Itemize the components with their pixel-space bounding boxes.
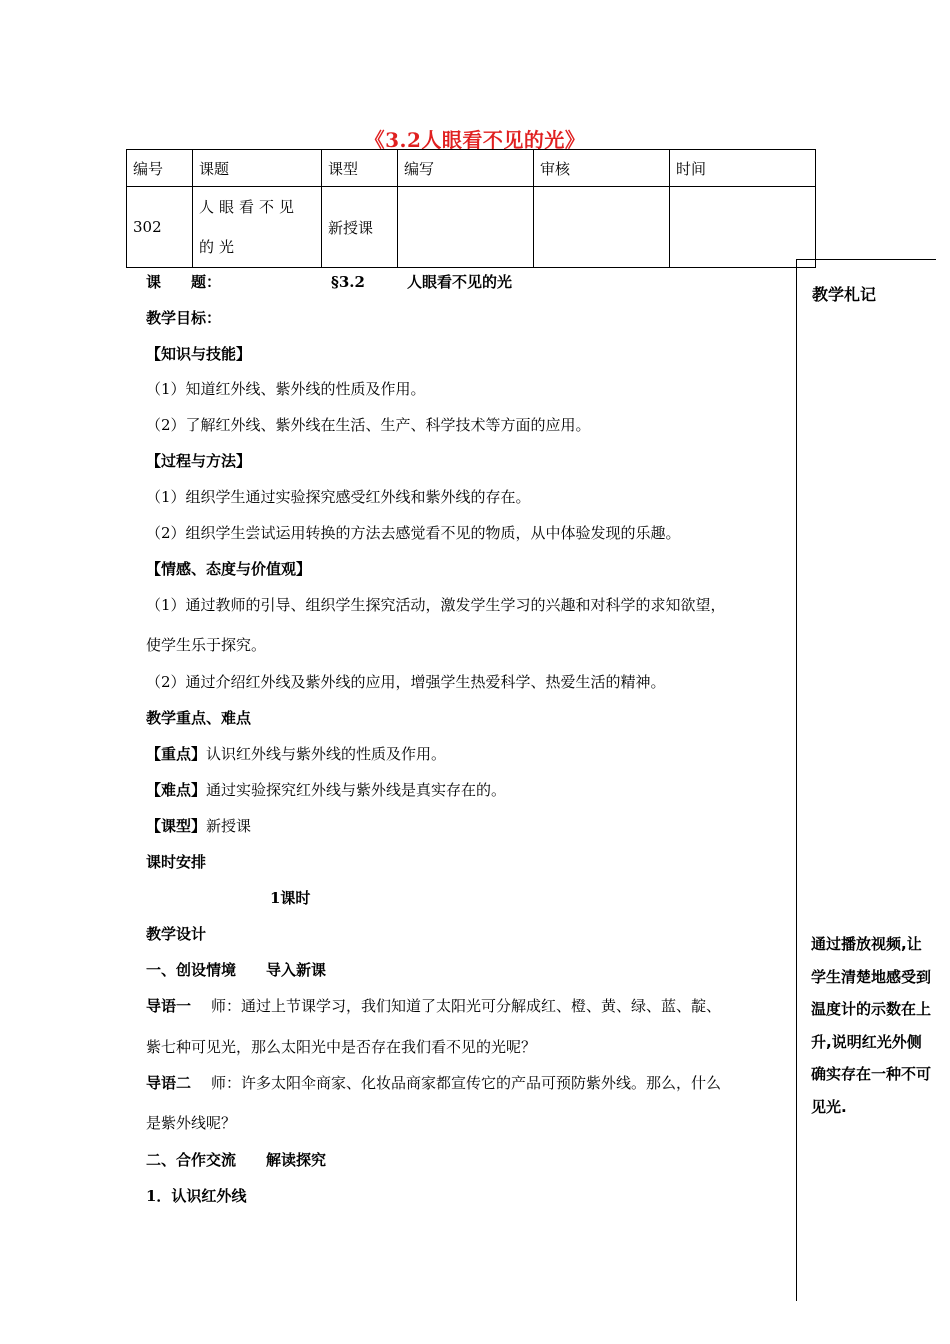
section-1-heading: 一、创设情境 导入新课	[146, 961, 327, 979]
header-cell-review: 审核	[534, 150, 670, 187]
ks-item-1: （1）知道红外线、紫外线的性质及作用。	[146, 380, 426, 398]
sidebar-top-rule	[796, 259, 936, 260]
goals-heading: 教学目标：	[146, 309, 222, 327]
header-cell-topic: 课题	[193, 150, 322, 187]
topic-section: §3.2	[331, 273, 365, 291]
ea-item-1b: 使学生乐于探究。	[146, 636, 267, 654]
ea-heading: 【情感、态度与价值观】	[146, 560, 312, 578]
sidebar-divider	[796, 259, 797, 1301]
value-cell-review	[534, 187, 670, 268]
intro-2-label: 导语二	[146, 1074, 192, 1092]
intro-2-line-b: 是紫外线呢？	[146, 1114, 237, 1132]
keypoints-heading: 教学重点、难点	[146, 709, 252, 727]
difficulty-line	[146, 779, 506, 800]
focus-line	[146, 743, 446, 764]
focus-text: 认识红外线与紫外线的性质及作用。	[206, 745, 447, 763]
design-heading: 教学设计	[146, 925, 207, 943]
type-text: 新授课	[206, 817, 252, 835]
pm-item-1: （1）组织学生通过实验探究感受红外线和紫外线的存在。	[146, 488, 531, 506]
header-cell-type: 课型	[322, 150, 398, 187]
ks-heading: 【知识与技能】	[146, 345, 252, 363]
type-label: 【课型】	[146, 817, 207, 835]
value-cell-type: 新授课	[322, 187, 398, 268]
topic-line	[146, 271, 512, 292]
header-cell-time: 时间	[670, 150, 816, 187]
section-2-heading: 二、合作交流 解读探究	[146, 1151, 327, 1169]
difficulty-text: 通过实验探究红外线与紫外线是真实存在的。	[206, 781, 507, 799]
value-cell-author	[398, 187, 534, 268]
header-cell-id: 编号	[127, 150, 193, 187]
intro-1-line-a	[146, 995, 721, 1016]
value-cell-id: 302	[127, 187, 193, 268]
intro-2-line-a	[146, 1072, 721, 1093]
table-value-row	[127, 187, 816, 268]
topic-name: 人眼看不见的光	[406, 273, 512, 291]
difficulty-label: 【难点】	[146, 781, 207, 799]
intro-1-label: 导语一	[146, 997, 192, 1015]
ea-item-2: （2）通过介绍红外线及紫外线的应用，增强学生热爱科学、热爱生活的精神。	[146, 673, 666, 691]
intro-1-line-b: 紫七种可见光，那么太阳光中是否存在我们看不见的光呢？	[146, 1038, 537, 1056]
focus-label: 【重点】	[146, 745, 207, 763]
subsection-1-heading: 1．认识红外线	[146, 1187, 247, 1205]
ea-item-1a: （1）通过教师的引导、组织学生探究活动，激发学生学习的兴趣和对科学的求知欲望，	[146, 596, 726, 614]
value-cell-time	[670, 187, 816, 268]
type-line	[146, 815, 251, 836]
lesson-info-table	[126, 149, 816, 268]
intro-1-text-a: 师：通过上节课学习，我们知道了太阳光可分解成红、橙、黄、绿、蓝、靛、	[211, 997, 722, 1015]
pm-heading: 【过程与方法】	[146, 452, 252, 470]
sidebar-title: 教学札记	[812, 285, 877, 304]
header-cell-author: 编写	[398, 150, 534, 187]
ks-item-2: （2）了解红外线、紫外线在生活、生产、科学技术等方面的应用。	[146, 416, 591, 434]
pm-item-2: （2）组织学生尝试运用转换的方法去感觉看不见的物质，从中体验发现的乐趣。	[146, 524, 681, 542]
sidebar-note: 通过播放视频,让学生清楚地感受到温度计的示数在上升,说明红光外侧确实存在一种不可见光.	[811, 935, 932, 1116]
table-header-row	[127, 150, 816, 187]
schedule-value: 1课时	[270, 889, 311, 907]
topic-label: 课 题：	[146, 273, 222, 291]
schedule-heading: 课时安排	[146, 853, 207, 871]
document-title: 《3.2人眼看不见的光》	[364, 128, 586, 152]
value-cell-topic: 人眼看不见的光	[193, 187, 322, 268]
intro-2-text-a: 师：许多太阳伞商家、化妆品商家都宣传它的产品可预防紫外线。那么，什么	[211, 1074, 722, 1092]
